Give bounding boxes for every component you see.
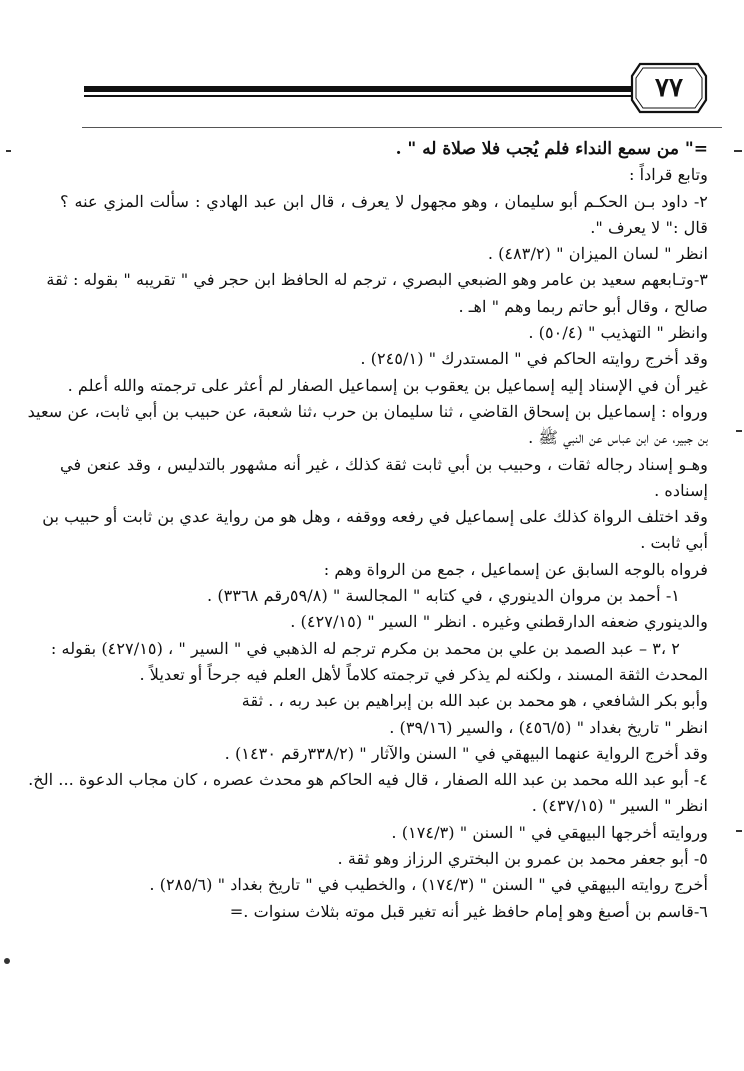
- header-separator: [82, 127, 722, 128]
- text-line: أبي ثابت .: [640, 533, 708, 553]
- text-line: والدينوري ضعفه الدارقطني وغيره . انظر " السير " (٤٢٧/١٥) .: [290, 612, 708, 632]
- text-line: ٣-وتـابعهم سعيد بن عامر وهو الضبعي البصري ، ترجم له الحافظ ابن حجر في " تقريبه " بقوله : ثقة: [46, 270, 708, 290]
- text-line: وهـو إسناد رجاله ثقات ، وحبيب بن أبي ثابت ثقة كذلك ، غير أنه مشهور بالتدليس ، وقد عنعن في: [60, 454, 708, 474]
- text-line: ٦-قاسم بن أصبغ وهو إمام حافظ غير أنه تغير قبل موته بثلاث سنوات .=: [229, 901, 708, 921]
- text-line: انظر " السير " (٤٣٧/١٥) .: [531, 796, 708, 816]
- text-line: وروايته أخرجها البيهقي في " السنن " (١٧٤/٣) .: [391, 822, 708, 842]
- text-line: ١- أحمد بن مروان الدينوري ، في كتابه " المجالسة " (٥٩/٨رقم ٣٣٦٨) .: [207, 586, 680, 606]
- text-line: وأبو بكر الشافعي ، هو محمد بن عبد الله بن إبراهيم بن عبد ربه ، . ثقة: [241, 691, 708, 711]
- text-line: قال :" لا يعرف ".: [590, 217, 708, 237]
- text-line: انظر " تاريخ بغداد " (٤٥٦/٥) ، والسير (٣٩/١٦) .: [389, 717, 708, 737]
- header-rule-thick: [84, 86, 632, 92]
- text-line: وانظر " التهذيب " (٥٠/٤) .: [528, 323, 708, 343]
- margin-mark: [6, 150, 11, 152]
- page-number: ٧٧: [655, 73, 683, 103]
- text-line: وتابع قراداً :: [629, 165, 708, 185]
- text-line: ٥- أبو جعفر محمد بن عمرو بن البختري الرزاز وهو ثقة .: [337, 849, 708, 869]
- text-line: ٤- أبو عبد الله محمد بن عبد الله الصفار ، قال فيه الحاكم هو محدث عصره ، كان مجاب الدعوة ... الخ.: [28, 770, 708, 790]
- text-line: صالح ، وقال أبو حاتم ربما وهم " اهـ .: [458, 296, 708, 316]
- page-body: [27, 136, 708, 925]
- text-line: وقد أخرج الرواية عنهما البيهقي في " السنن والآثار " (٣٣٨/٢رقم ١٤٣٠) .: [224, 743, 708, 763]
- margin-mark: [734, 150, 742, 152]
- text-line: المحدث الثقة المسند ، ولكنه لم يذكر في ترجمته كلاماً لأهل العلم فيه جرحاً أو تعديلاً .: [139, 664, 708, 684]
- header-rule-thin: [84, 95, 632, 97]
- text-line: أخرج روايته البيهقي في " السنن " (١٧٤/٣) ، والخطيب في " تاريخ بغداد " (٢٨٥/٦) .: [149, 875, 708, 895]
- text-line: وقد اختلف الرواة كذلك على إسماعيل في رفعه ووقفه ، وهل هو من رواية عدي بن ثابت أو حبيب بن: [42, 507, 708, 527]
- text-line: إسناده .: [654, 480, 708, 500]
- text-line: =" من سمع النداء فلم يُجب فلا صلاة له " .: [395, 139, 708, 159]
- margin-mark: [4, 958, 10, 964]
- text-line: ورواه : إسماعيل بن إسحاق القاضي ، ثنا سليمان بن حرب ،ثنا شعبة، عن حبيب بن أبي ثابت، عن سعيد: [27, 401, 708, 421]
- margin-mark: [736, 830, 742, 832]
- text-line: بن جبير، عن ابن عباس عن النبي ﷺ .: [528, 428, 708, 448]
- text-line: غير أن في الإسناد إليه إسماعيل بن يعقوب بن إسماعيل الصفار لم أعثر على ترجمته والله أعلم .: [67, 375, 708, 395]
- text-line: فرواه بالوجه السابق عن إسماعيل ، جمع من الرواة وهم :: [323, 559, 708, 579]
- text-line: وقد أخرج روايته الحاكم في " المستدرك " (٢٤٥/١) .: [360, 349, 708, 369]
- text-line: ٢ ،٣ – عبد الصمد بن علي بن محمد بن مكرم ترجم له الذهبي في " السير " ، (٤٢٧/١٥) بقوله :: [50, 638, 680, 658]
- margin-mark: [736, 430, 742, 432]
- page-number-badge: [630, 62, 708, 114]
- text-line: انظر " لسان الميزان " (٤٨٣/٢) .: [487, 244, 708, 264]
- text-line: ٢- داود بـن الحكـم أبو سليمان ، وهو مجهول لا يعرف ، قال ابن عبد الهادي : سألت المزي عنه ؟: [60, 191, 708, 211]
